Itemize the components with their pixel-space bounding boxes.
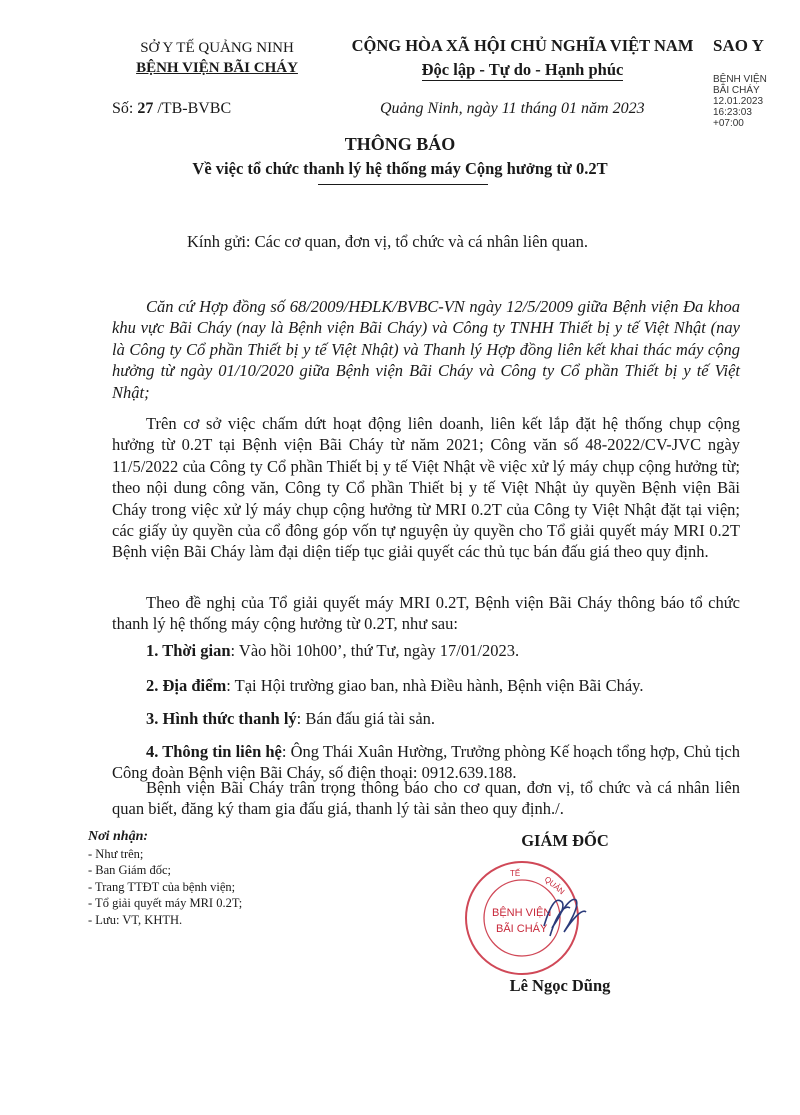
item-time: 1. Thời gian: Vào hồi 10h00’, thứ Tư, ngày 17/01/2023. [146,641,520,660]
proposal-paragraph: Theo đề nghị của Tổ giải quyết máy MRI 0.2T, Bệnh viện Bãi Cháy thông báo tổ chức thanh lý hệ thống máy cộng hưởng từ 0.2T, như sau: [112,593,740,634]
motto: Độc lập - Tự do - Hạnh phúc [421,60,624,79]
closing-paragraph: Bệnh viện Bãi Cháy trân trọng thông báo cho cơ quan, đơn vị, tổ chức và cá nhân liên quan biết, đăng ký tham gia đấu giá, thanh lý tài sản theo quy định./. [112,778,740,819]
copy-stamp-line: +07:00 [713,118,744,129]
place-and-date: Quảng Ninh, ngày 11 tháng 01 năm 2023 [380,100,645,117]
item-contact: 4. Thông tin liên hệ: Ông Thái Xuân Hường, Trưởng phòng Kế hoạch tổng hợp, Chủ tịch Công đoàn Bệnh viện Bãi Cháy, số điện thoại: 0912.639.188. [112,742,740,783]
recipient-item: - Trang TTĐT của bệnh viện; [88,879,236,894]
recipients-block [88,829,328,928]
document-title: THÔNG BÁO [344,134,456,154]
director-title: GIÁM ĐỐC [521,831,609,850]
recipient-item: - Tổ giải quyết máy MRI 0.2T; [88,896,243,910]
org-name: BỆNH VIỆN BÃI CHÁY [136,60,298,76]
greeting: Kính gửi: Các cơ quan, đơn vị, tổ chức và cá nhân liên quan. [187,232,588,251]
issuing-organization [112,38,322,78]
recipient-item: - Ban Giám đốc; [88,863,171,877]
subject-underline [318,184,488,185]
copy-stamp-line: 12.01.2023 [713,96,764,107]
recipient-item: - Lưu: VT, KHTH. [88,912,183,927]
recipients-heading: Nơi nhận: [88,829,149,844]
item-method: 3. Hình thức thanh lý: Bán đấu giá tài sản. [146,709,436,728]
signer-name: Lê Ngọc Dũng [509,976,611,995]
recipient-item: - Như trên; [88,846,144,861]
copy-stamp-label: SAO Y [713,36,764,55]
document-subject: Về việc tổ chức thanh lý hệ thống máy Cộng hưởng từ 0.2T [192,159,608,178]
copy-stamp-line: 16:23:03 [713,107,752,118]
seal-text-line-1: BỆNH VIỆN [492,907,552,919]
seal-arc-text: TẾ [510,869,521,878]
legal-basis-paragraph: Căn cứ Hợp đồng số 68/2009/HĐLK/BVBC-VN ngày 12/5/2009 giữa Bệnh viện Đa khoa khu vực Bãi Cháy (nay là Bệnh viện Bãi Cháy) và Công ty TNHH Thiết bị y tế Việt Nhật (nay là Công ty Cổ phần Thiết bị y tế Việt Nhật) và Thanh lý Hợp đồng liên kết khai thác máy cộng hưởng từ ngày 01/10/2020 giữa Bệnh viện Bãi Cháy và Công ty Cổ phần Thiết bị y tế Việt Nhật; [112,297,740,402]
seal-text-line-2: BÃI CHÁY [496,923,548,935]
copy-stamp-line: BÃI CHÁY [713,85,760,96]
item-place: 2. Địa điểm: Tại Hội trường giao ban, nhà Điều hành, Bệnh viện Bãi Cháy. [146,676,644,695]
org-parent: SỞ Y TẾ QUẢNG NINH [140,40,294,56]
seal-arc-text: QUẢN [542,874,567,897]
official-seal [452,856,602,976]
national-header [340,34,705,82]
copy-stamp-line: BỆNH VIỆN [713,74,767,85]
document-number: Số: 27 /TB-BVBC [112,100,232,117]
basis-paragraph: Trên cơ sở việc chấm dứt hoạt động liên doanh, liên kết lắp đặt hệ thống chụp cộng hưởng từ 0.2T tại Bệnh viện Bãi Cháy từ năm 2021; Công văn số 48-2022/CV-JVC ngày 11/5/2022 của Công ty Cổ phần Thiết bị y tế Việt Nhật về việc xử lý máy chụp cộng hưởng từ; theo nội dung công văn, Công ty Cổ phần Thiết bị y tế Việt Nhật ủy quyền Bệnh viện Bãi Cháy trong việc xử lý máy chụp cộng hưởng từ MRI 0.2T của Công ty Việt Nhật đặt tại viện; các giấy ủy quyền của cổ đông góp vốn tự nguyện ủy quyền cho Tổ giải quyết máy MRI 0.2T Bệnh viện Bãi Cháy làm đại diện tiếp tục giải quyết các thủ tục bán đấu giá theo quy định. [112,414,740,562]
nation-name: CỘNG HÒA XÃ HỘI CHỦ NGHĨA VIỆT NAM [351,36,694,55]
copy-stamp-details [713,74,793,129]
